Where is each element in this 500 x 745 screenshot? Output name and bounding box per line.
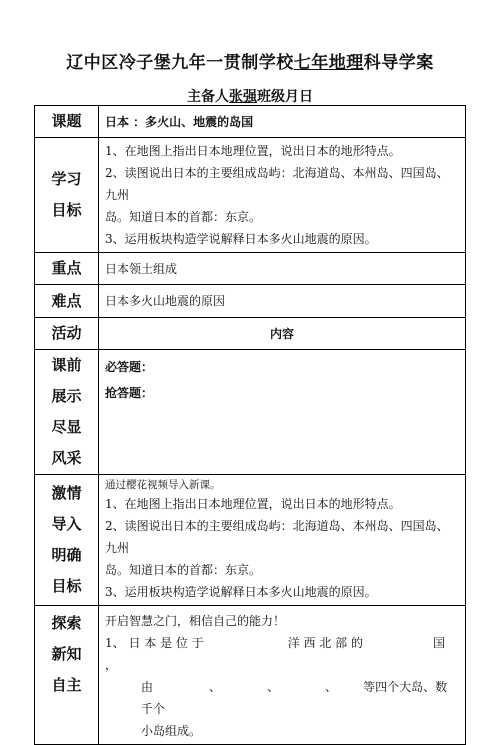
lesson-plan-table [34,105,466,745]
author-name: 张强 [229,89,257,105]
q1-end: 国 ， [105,636,445,672]
intro-content [99,475,466,606]
label-explore-line1: 探索 [51,614,82,632]
label-goals [35,138,99,253]
label-preview-line4: 风采 [51,449,82,467]
required-question: 必答题： [105,360,154,374]
intro-item-3: 3、运用板块构造学说解释日本多火山地震的原因。 [105,585,377,599]
q1-sep-1: 、 [209,680,222,694]
subtitle-prefix: 主备人 [187,89,229,105]
q1-sep-2: 、 [267,680,280,694]
q1-tail: 等四个大岛、数千个 [141,680,448,716]
intro-item-2-cont: 岛。知道日本的首都：东京。 [105,563,262,577]
table-row-explore [35,606,466,745]
label-intro [35,475,99,606]
title-part-subject: 地理 [328,53,364,73]
table-row-difficulty [35,285,466,318]
label-preview-line1: 课前 [51,356,82,374]
table-row-activity [35,318,466,350]
label-intro-line1: 激情 [51,484,82,502]
table-row-preview [35,350,466,475]
label-preview-line3: 尽显 [51,418,82,436]
q1-sep-3: 、 [325,680,338,694]
title-part-grade: 七年 [293,53,329,73]
intro-item-1: 1、在地图上指出日本地理位置，说出日本的地形特点。 [105,497,401,511]
q1-prefix: 1、 日 本 是 位 于 [105,636,204,650]
explore-question-1-line3: 小岛组成。 [141,724,202,738]
table-row-key [35,253,466,285]
table-row-goals [35,138,466,253]
label-intro-line2: 导入 [51,515,82,533]
label-intro-line3: 明确 [51,546,82,564]
label-preview-line2: 展示 [51,387,82,405]
explore-motto: 开启智慧之门，相信自己的能力！ [105,614,286,628]
label-key: 重点 [35,253,99,285]
label-activity: 活动 [35,318,99,350]
difficulty-text: 日本多火山地震的原因 [99,285,466,318]
key-text: 日本领土组成 [99,253,466,285]
intro-note: 通过樱花视频导入新课。 [105,479,221,491]
table-row-intro [35,475,466,606]
intro-item-2: 2、读图说出日本的主要组成岛屿：北海道岛、本州岛、四国岛、九州 [105,519,449,555]
document-subtitle [0,86,500,106]
q1-middle: 洋 西 北 部 的 [287,636,363,650]
q1-by: 由 [141,680,154,694]
label-explore-line3: 自主 [51,676,82,694]
title-part-suffix: 科导学案 [363,53,434,73]
goal-item-3: 3、运用板块构造学说解释日本多火山地震的原因。 [105,232,377,246]
label-intro-line4: 目标 [51,577,82,595]
rush-question: 抢答题： [105,386,154,400]
title-part-school: 辽中区冷子堡九年一贯制学校 [66,53,294,73]
label-goals-line1: 学习 [51,170,82,188]
content-header: 内容 [99,318,466,350]
goals-content [99,138,466,253]
label-explore-line2: 新知 [51,645,82,663]
label-topic: 课题 [35,106,99,138]
goal-item-2-cont: 岛。知道日本的首都：东京。 [105,210,262,224]
explore-content [99,606,466,745]
document-title [0,48,500,73]
subtitle-suffix: 班级月日 [257,89,313,105]
table-row-topic [35,106,466,138]
label-preview [35,350,99,475]
goal-item-1: 1、在地图上指出日本地理位置，说出日本的地形特点。 [105,144,401,158]
preview-content [99,350,466,475]
label-difficulty: 难点 [35,285,99,318]
topic-text: 日本 ：多火山、地震的岛国 [99,106,466,138]
label-goals-line2: 目标 [51,201,82,219]
label-explore [35,606,99,745]
explore-question-1-line2 [105,676,459,720]
goal-item-2: 2、读图说出日本的主要组成岛屿：北海道岛、本州岛、四国岛、九州 [105,166,449,202]
explore-question-1 [105,632,459,676]
